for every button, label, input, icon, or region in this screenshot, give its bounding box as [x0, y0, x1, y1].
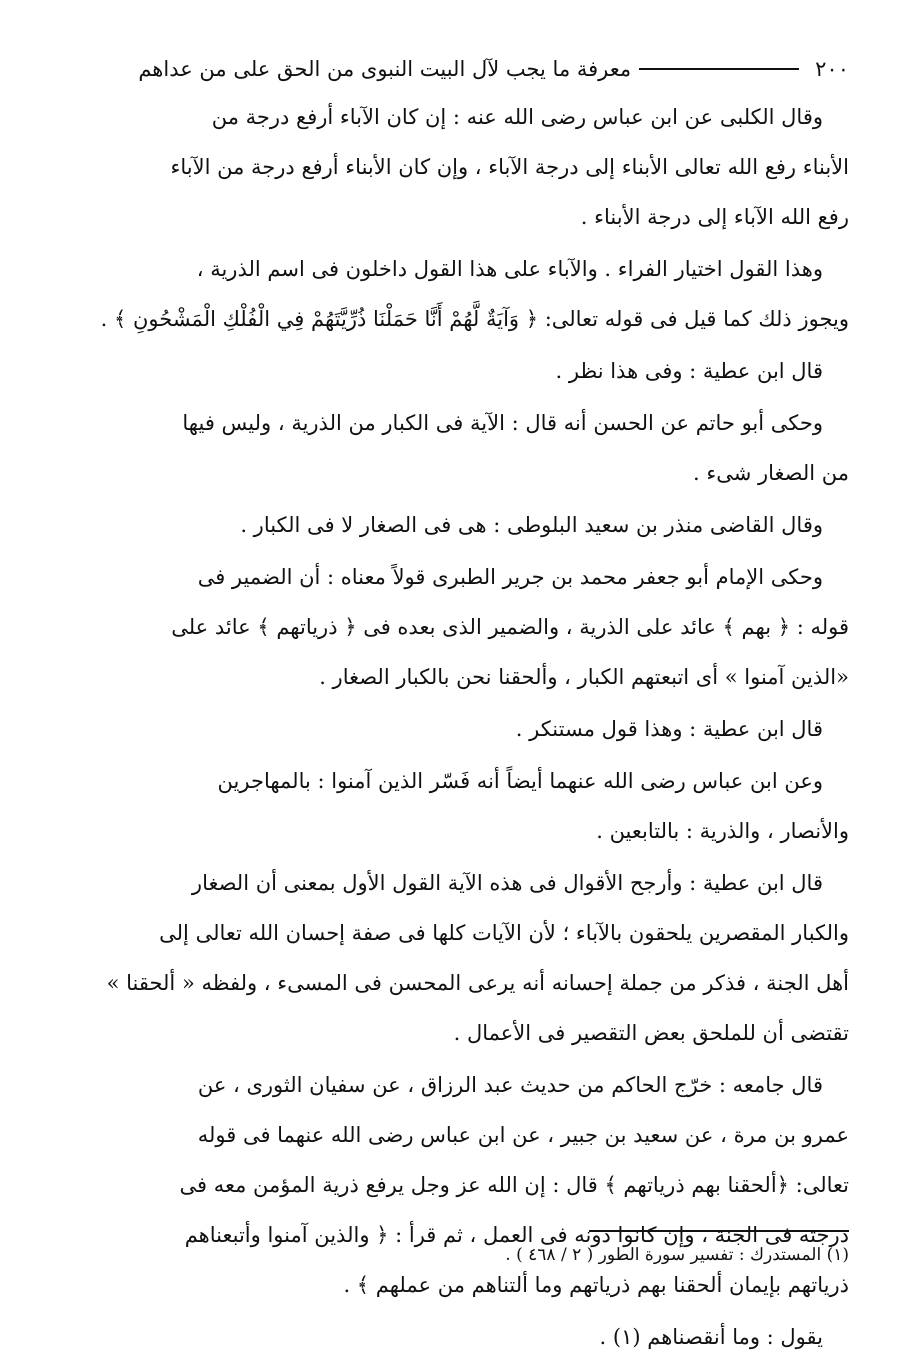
header-rule	[639, 68, 799, 70]
text-line: ويجوز ذلك كما قيل فى قوله تعالى: ﴿ وَآيَةٌ لَّهُمْ أَنَّا حَمَلْنَا ذُرِّيَّتَهُمْ فِي الْفُلْكِ الْمَشْحُونِ ﴾ .	[100, 307, 849, 331]
paragraph	[90, 346, 849, 396]
text-line: وهذا القول اختيار الفراء . والآباء على هذا القول داخلون فى اسم الذرية ،	[196, 257, 823, 281]
body-text	[90, 92, 849, 1362]
text-line: أهل الجنة ، فذكر من جملة إحسانه أنه يرعى المحسن فى المسىء ، ولفظه « ألحقنا »	[106, 971, 849, 995]
text-line: وقال الكلبى عن ابن عباس رضى الله عنه : إن كان الآباء أرفع درجة من	[211, 105, 823, 129]
text-line: والأنصار ، والذرية : بالتابعين .	[596, 819, 849, 843]
page-header	[90, 52, 849, 86]
paragraph	[90, 704, 849, 754]
paragraph	[90, 756, 849, 856]
text-line: يقول : وما أنقصناهم (١) .	[599, 1325, 823, 1349]
text-line: من الصغار شىء .	[692, 461, 849, 485]
paragraph	[90, 244, 849, 344]
paragraph	[90, 1312, 849, 1362]
footnote: (١) المستدرك : تفسير سورة الطور ( ٢ / ٤٦٨ ) .	[505, 1245, 849, 1265]
text-line: قوله : ﴿ بهم ﴾ عائد على الذرية ، والضمير الذى بعده فى ﴿ ذرياتهم ﴾ عائد على	[171, 615, 849, 639]
footnote-area	[90, 1222, 849, 1270]
text-line: تعالى: ﴿ألحقنا بهم ذرياتهم ﴾ قال : إن الله عز وجل يرفع ذرية المؤمن معه فى	[179, 1173, 849, 1197]
text-line: «الذين آمنوا » أى اتبعتهم الكبار ، وألحقنا نحن بالكبار الصغار .	[319, 665, 849, 689]
running-title: معرفة ما يجب لآل البيت النبوى من الحق على من عداهم	[138, 57, 632, 81]
paragraph	[90, 1060, 849, 1310]
text-line: قال ابن عطية : وهذا قول مستنكر .	[515, 717, 823, 741]
text-line: قال جامعه : خرّج الحاكم من حديث عبد الرزاق ، عن سفيان الثورى ، عن	[197, 1073, 823, 1097]
text-line: ذرياتهم بإيمان ألحقنا بهم ذرياتهم وما ألتناهم من عملهم ﴾ .	[343, 1273, 849, 1297]
footnote-rule	[589, 1230, 849, 1232]
page-number: ٢٠٠	[815, 57, 849, 81]
paragraph	[90, 552, 849, 702]
text-line: وعن ابن عباس رضى الله عنهما أيضاً أنه فَسّر الذين آمنوا : بالمهاجرين	[217, 769, 823, 793]
text-line: قال ابن عطية : وفى هذا نظر .	[555, 359, 823, 383]
text-line: وقال القاضى منذر بن سعيد البلوطى : هى فى الصغار لا فى الكبار .	[240, 513, 823, 537]
text-line: قال ابن عطية : وأرجح الأقوال فى هذه الآية القول الأول بمعنى أن الصغار	[191, 871, 823, 895]
paragraph	[90, 398, 849, 498]
text-line: وحكى الإمام أبو جعفر محمد بن جرير الطبرى قولاً معناه : أن الضمير فى	[197, 565, 823, 589]
text-line: درجته فى الجنة ، وإن كانوا دونه فى العمل ، ثم قرأ : ﴿ والذين آمنوا وأتبعناهم	[184, 1223, 849, 1247]
paragraph	[90, 500, 849, 550]
paragraph	[90, 858, 849, 1058]
text-line: وحكى أبو حاتم عن الحسن أنه قال : الآية فى الكبار من الذرية ، وليس فيها	[182, 411, 823, 435]
text-line: رفع الله الآباء إلى درجة الأبناء .	[580, 205, 849, 229]
text-line: تقتضى أن للملحق بعض التقصير فى الأعمال .	[453, 1021, 849, 1045]
text-line: والكبار المقصرين يلحقون بالآباء ؛ لأن الآيات كلها فى صفة إحسان الله تعالى إلى	[159, 921, 849, 945]
text-line: عمرو بن مرة ، عن سعيد بن جبير ، عن ابن عباس رضى الله عنهما فى قوله	[197, 1123, 849, 1147]
paragraph	[90, 92, 849, 242]
text-line: الأبناء رفع الله تعالى الأبناء إلى درجة الآباء ، وإن كان الأبناء أرفع درجة من الآباء	[170, 155, 849, 179]
